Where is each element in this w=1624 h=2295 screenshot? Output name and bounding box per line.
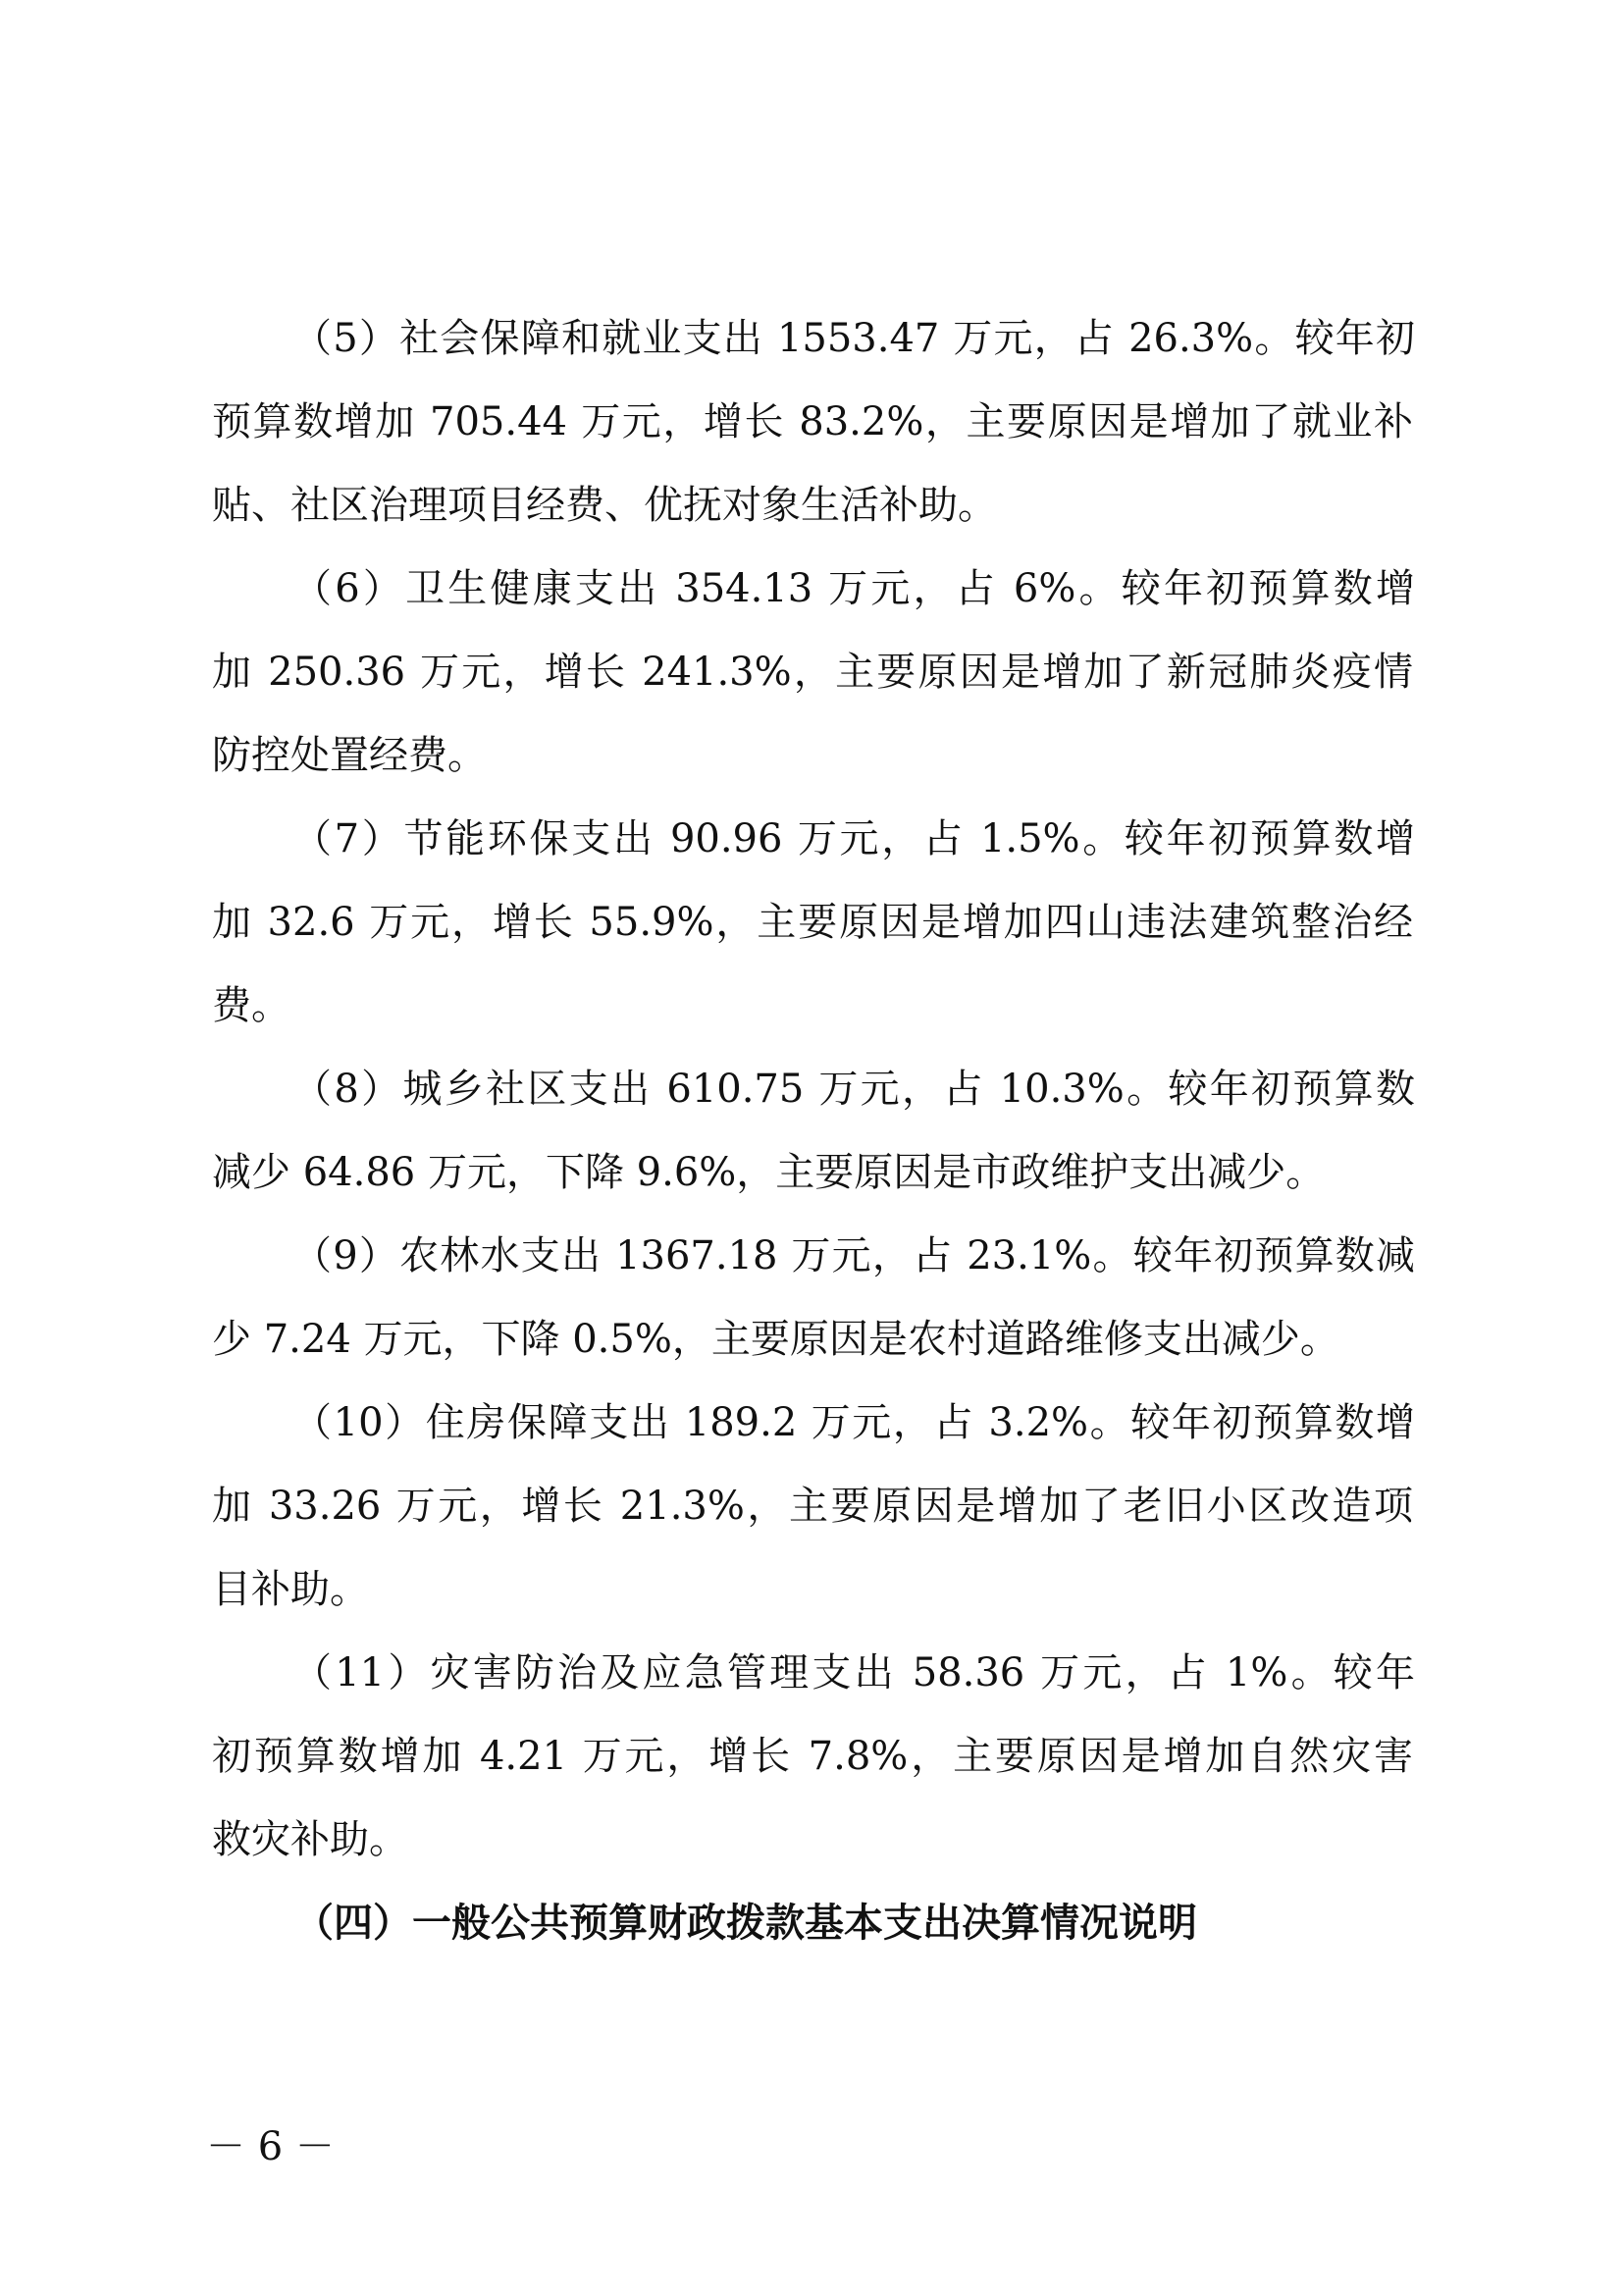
text-line: [0, 1558, 1624, 1621]
paragraph-8-line-2: 减少 64.86 万元，下降 9.6%，主要原因是市政维护支出减少。: [212, 1150, 1326, 1195]
text-line: [0, 891, 1624, 954]
text-line: [0, 307, 1624, 370]
paragraph-5-line-1: （5）社会保障和就业支出 1553.47 万元，占 26.3%。较年初: [292, 316, 1415, 361]
text-line: [0, 1808, 1624, 1871]
paragraph-7-line-1: （7）节能环保支出 90.96 万元，占 1.5%。较年初预算数增: [292, 816, 1415, 861]
paragraph-11-line-3: 救灾补助。: [212, 1817, 408, 1862]
paragraph-5-line-2: 预算数增加 705.44 万元，增长 83.2%，主要原因是增加了就业补: [212, 399, 1413, 444]
paragraph-11-line-1: （11）灾害防治及应急管理支出 58.36 万元，占 1%。较年: [292, 1650, 1415, 1695]
page-number: － 6 －: [206, 2124, 335, 2169]
text-line: [0, 974, 1624, 1037]
text-line: [0, 1058, 1624, 1121]
paragraph-6-line-1: （6）卫生健康支出 354.13 万元，占 6%。较年初预算数增: [292, 566, 1415, 611]
text-line: [0, 1141, 1624, 1204]
paragraph-10-line-1: （10）住房保障支出 189.2 万元，占 3.2%。较年初预算数增: [292, 1400, 1415, 1445]
text-line: [0, 641, 1624, 704]
paragraph-6-line-3: 防控处置经费。: [212, 733, 487, 778]
paragraph-8-line-1: （8）城乡社区支出 610.75 万元，占 10.3%。较年初预算数: [292, 1067, 1415, 1112]
paragraph-11-line-2: 初预算数增加 4.21 万元，增长 7.8%，主要原因是增加自然灾害: [212, 1734, 1413, 1779]
paragraph-7-line-2: 加 32.6 万元，增长 55.9%，主要原因是增加四山违法建筑整治经: [212, 900, 1413, 945]
text-line: [0, 1308, 1624, 1371]
text-line: [0, 1725, 1624, 1788]
paragraph-5-line-3: 贴、社区治理项目经费、优抚对象生活补助。: [212, 483, 997, 528]
text-line: [0, 557, 1624, 620]
text-line: [0, 724, 1624, 787]
section-heading: [0, 1892, 1624, 1955]
text-line: [0, 1642, 1624, 1704]
paragraph-7-line-3: 费。: [212, 983, 290, 1028]
paragraph-9-line-2: 少 7.24 万元，下降 0.5%，主要原因是农村道路维修支出减少。: [212, 1317, 1339, 1362]
paragraph-10-line-2: 加 33.26 万元，增长 21.3%，主要原因是增加了老旧小区改造项: [212, 1484, 1413, 1529]
text-line: [0, 1225, 1624, 1287]
paragraph-9-line-1: （9）农林水支出 1367.18 万元，占 23.1%。较年初预算数减: [292, 1233, 1415, 1278]
text-line: [0, 1391, 1624, 1454]
section-heading-text: （四）一般公共预算财政拨款基本支出决算情况说明: [294, 1901, 1197, 1946]
text-line: [0, 391, 1624, 453]
paragraph-10-line-3: 目补助。: [212, 1567, 369, 1612]
paragraph-6-line-2: 加 250.36 万元，增长 241.3%，主要原因是增加了新冠肺炎疫情: [212, 650, 1413, 695]
text-line: [0, 808, 1624, 870]
text-line: [0, 474, 1624, 537]
text-line: [0, 1475, 1624, 1538]
